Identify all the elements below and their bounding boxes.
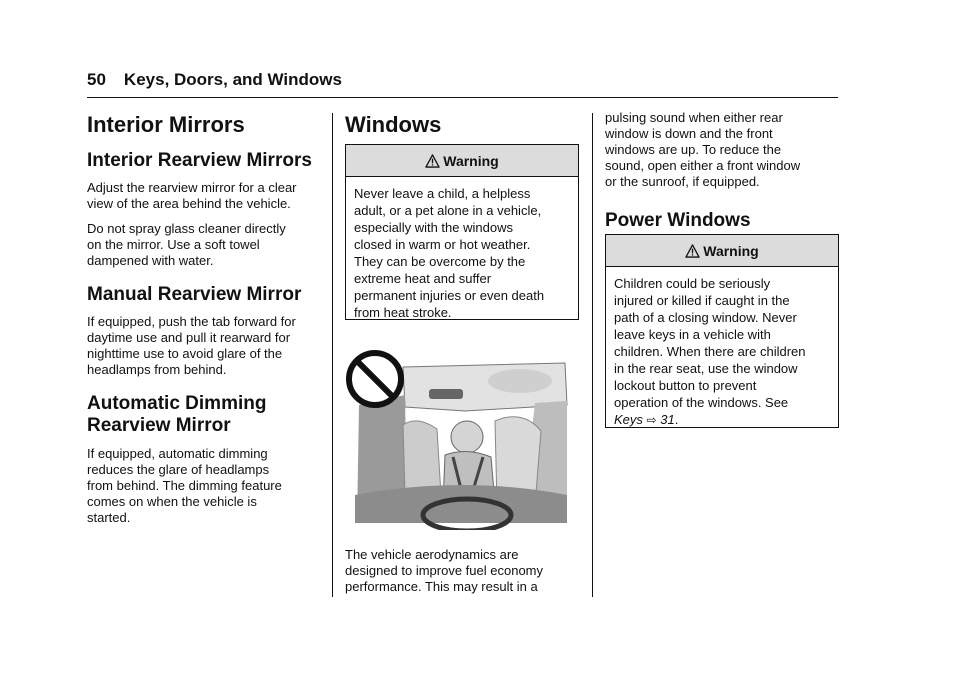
rearview-paragraph-2: Do not spray glass cleaner directly on the mirror. Use a soft towel dampened with water. — [87, 221, 286, 268]
automatic-dimming-heading: Automatic Dimming Rearview Mirror — [87, 393, 267, 436]
column-windows — [345, 110, 579, 138]
page-reference-arrow-icon: ⇨ — [646, 413, 657, 427]
column-interior-mirrors — [87, 110, 323, 526]
column-divider-right — [592, 113, 593, 597]
warning-text: Never leave a child, a helpless adult, or a pet alone in a vehicle, especially with the windows closed in warm or hot weather. They can be overcome by the extreme heat and suffer permanent injuries or even death from heat stroke. — [354, 186, 545, 320]
warning-header — [346, 145, 578, 177]
prohibition-icon — [349, 353, 401, 405]
rearview-paragraph-1: Adjust the rearview mirror for a clear view of the area behind the vehicle. — [87, 180, 297, 211]
warning-text: Children could be seriously injured or killed if caught in the path of a closing window. Never leave keys in a vehicle with children. When there are children in the rear seat, use the window lockout button to prevent operation of the windows. See Keys ⇨ 31. — [614, 276, 806, 427]
warning-label: Warning — [443, 152, 499, 169]
continued-paragraph: pulsing sound when either rear window is down and the front windows are up. To reduce the sound, open either a front window or the sunroof, if equipped. — [605, 110, 801, 189]
interior-rearview-heading: Interior Rearview Mirrors — [87, 150, 312, 171]
warning-triangle-icon — [425, 154, 440, 168]
power-windows-heading: Power Windows — [605, 210, 751, 231]
warning-label: Warning — [703, 242, 759, 259]
windows-warning-box — [345, 144, 579, 320]
keys-reference-link[interactable]: Keys — [614, 412, 643, 427]
page-reference-number: 31 — [660, 412, 675, 427]
power-windows-warning-box — [605, 234, 839, 428]
column-divider-left — [332, 113, 333, 597]
automatic-paragraph: If equipped, automatic dimming reduces the glare of headlamps from behind. The dimming feature comes on when the vehicle is started. — [87, 446, 282, 525]
manual-paragraph: If equipped, push the tab forward for daytime use and pull it rearward for nighttime use to avoid glare of the headlamps from behind. — [87, 314, 296, 377]
header-rule — [87, 97, 838, 98]
section-title: Keys, Doors, and Windows — [123, 70, 342, 89]
manual-rearview-heading: Manual Rearview Mirror — [87, 284, 302, 305]
aerodynamics-paragraph: The vehicle aerodynamics are designed to improve fuel economy performance. This may result in a — [345, 547, 544, 594]
page-number: 50 — [87, 70, 106, 89]
warning-header — [606, 235, 838, 267]
child-in-car-illustration — [345, 345, 579, 530]
column-power-windows — [605, 110, 839, 234]
warning-triangle-icon — [685, 244, 700, 258]
windows-title: Windows — [345, 112, 442, 137]
page-header — [87, 70, 342, 90]
interior-mirrors-title: Interior Mirrors — [87, 112, 245, 137]
